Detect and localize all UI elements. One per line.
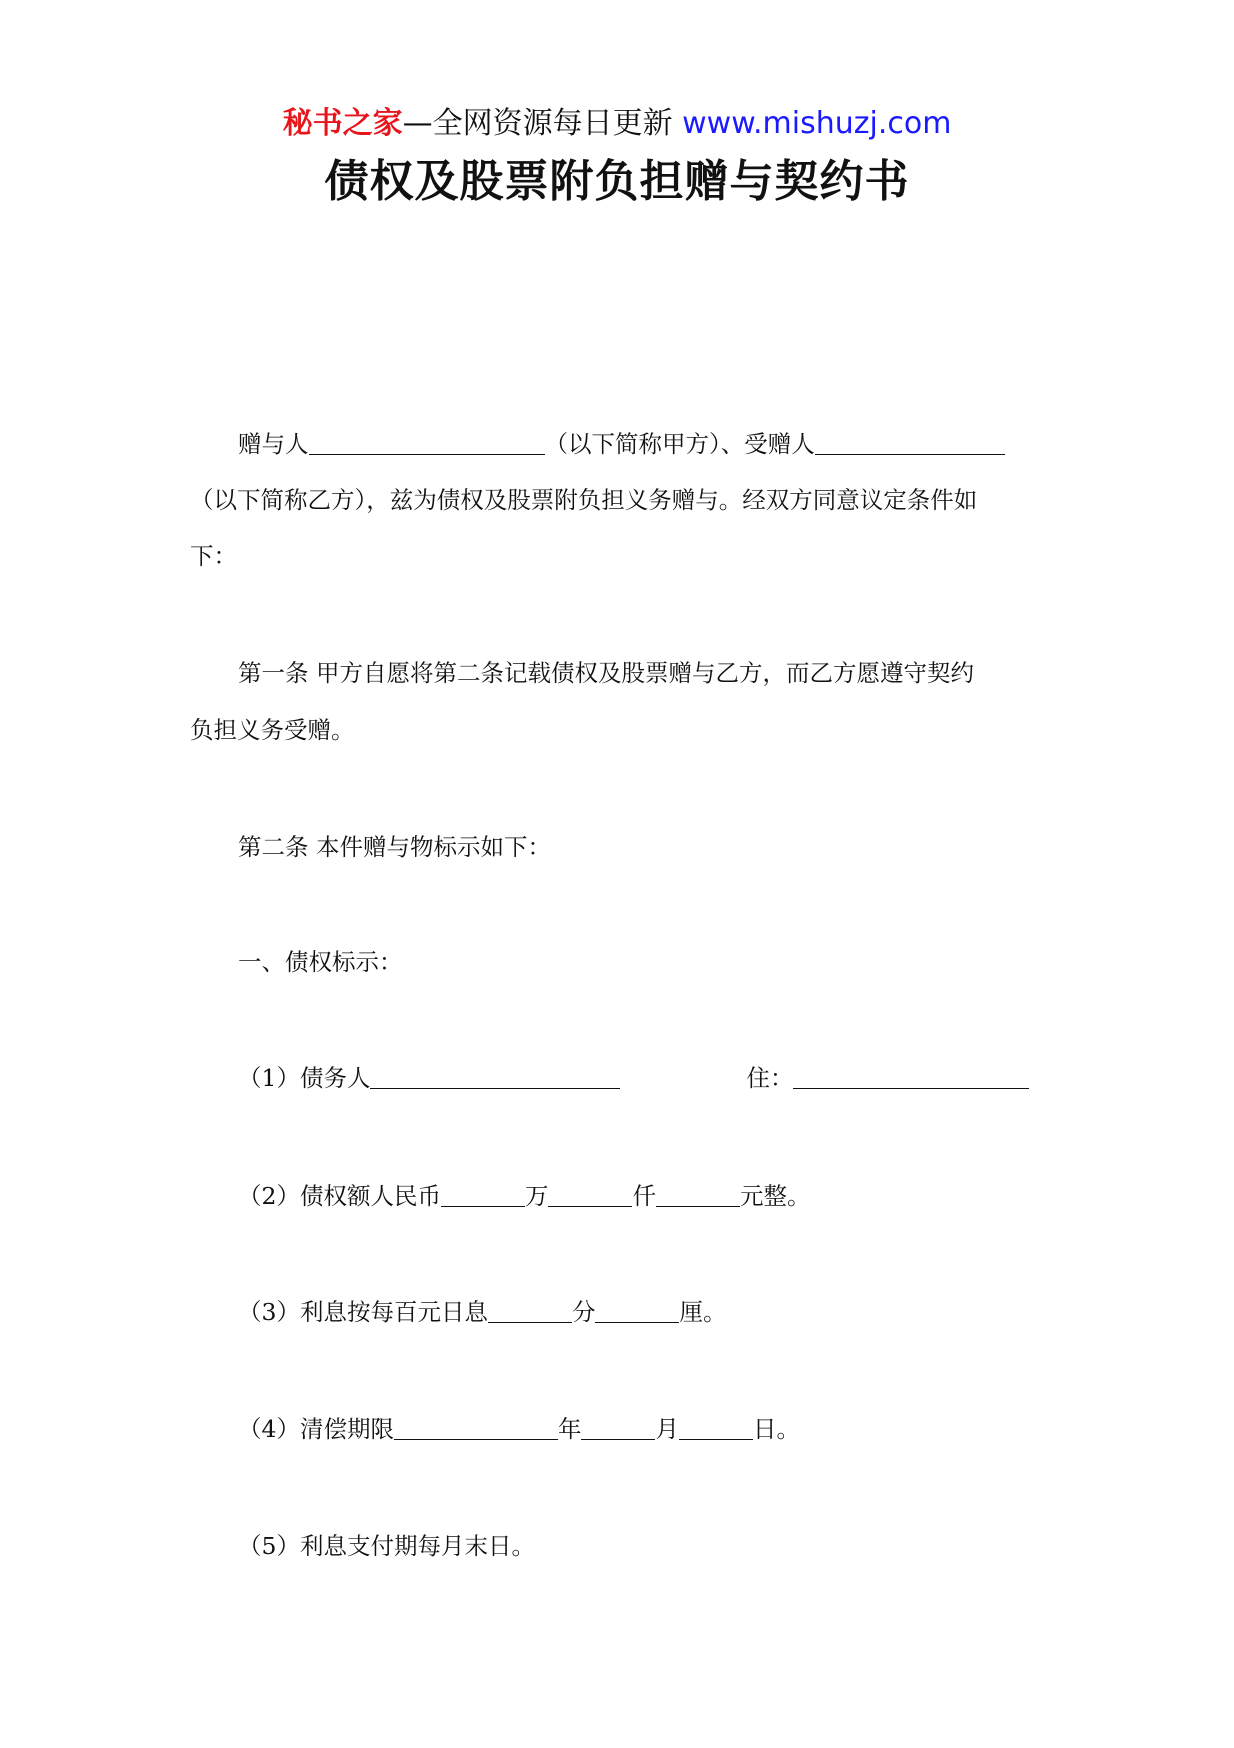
site-header [0,104,1234,144]
donor-label: 赠与人 [238,430,309,458]
recipient-label: （以下简称甲方）、受赠人 [544,430,815,458]
item-2-amount [238,1176,810,1216]
document-title: 债权及股票附负担赠与契约书 [324,156,910,207]
day-unit: 日。 [752,1415,800,1443]
qian-unit: 仟 [632,1182,656,1210]
interest-label: （3）利息按每百元日息 [238,1298,488,1326]
item-4-repayment-term [238,1409,800,1449]
debtor-address-field[interactable] [793,1062,1029,1089]
yuan-unit: 元整。 [739,1182,811,1210]
amount-wan-field[interactable] [441,1180,525,1207]
interest-li-field[interactable] [595,1296,679,1323]
site-url-link[interactable]: www.mishuzj.com [682,106,952,141]
intro-line-1 [238,424,1005,464]
debtor-label: （1）债务人 [238,1064,371,1092]
section-1-heading: 一、债权标示： [238,948,403,976]
item-5-interest-payment: （5）利息支付期每月末日。 [238,1532,535,1560]
li-unit: 厘。 [679,1298,727,1326]
site-slogan: —全网资源每日更新 [402,106,683,141]
intro-line-2: （以下简称乙方），兹为债权及股票附负担义务赠与。经双方同意议定条件如 [190,486,978,514]
interest-fen-field[interactable] [488,1296,572,1323]
site-brand: 秘书之家 [282,106,403,141]
intro-line-3: 下： [190,542,237,570]
address-label: 住： [746,1064,794,1092]
month-unit: 月 [655,1415,679,1443]
year-unit: 年 [557,1415,582,1443]
amount-label: （2）债权额人民币 [238,1182,441,1210]
debtor-name-field[interactable] [370,1062,620,1089]
wan-unit: 万 [524,1182,549,1210]
repayment-term-label: （4）清偿期限 [238,1415,394,1443]
donor-name-field[interactable] [309,428,545,455]
term-month-field[interactable] [581,1413,655,1440]
article-1-line-1: 第一条 甲方自愿将第二条记载债权及股票赠与乙方，而乙方愿遵守契约 [238,659,974,687]
article-1-line-2: 负担义务受赠。 [190,716,355,744]
fen-unit: 分 [571,1298,596,1326]
item-3-interest [238,1292,726,1332]
article-2-heading: 第二条 本件赠与物标示如下： [238,833,551,861]
recipient-name-field[interactable] [815,428,1005,455]
item-1-debtor [238,1058,1029,1098]
amount-qian-field[interactable] [548,1180,632,1207]
term-day-field[interactable] [679,1413,753,1440]
term-year-field[interactable] [394,1413,558,1440]
amount-yuan-field[interactable] [656,1180,740,1207]
